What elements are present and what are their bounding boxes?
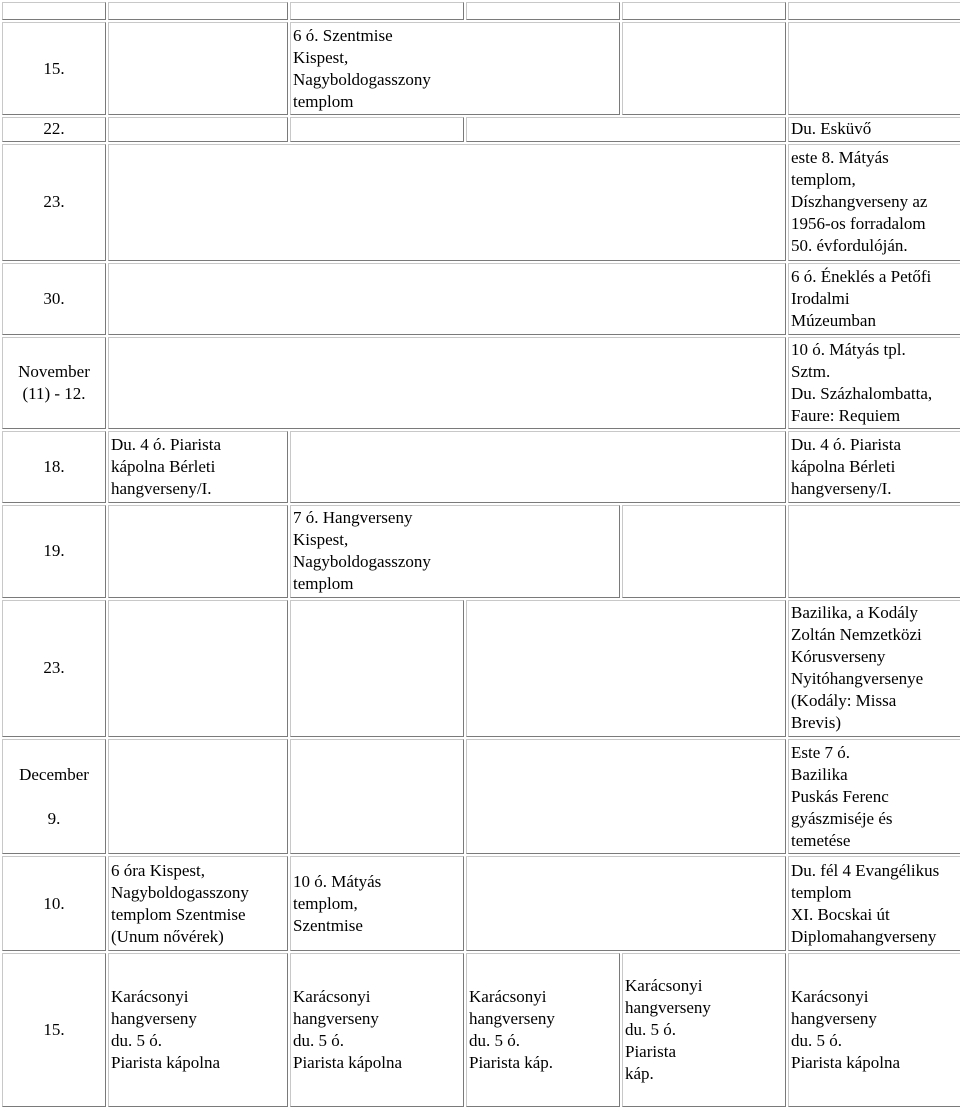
date-cell: November (11) - 12. — [2, 337, 106, 429]
table-row — [2, 431, 960, 503]
date-cell: 18. — [2, 431, 106, 503]
event-cell: 10 ó. Mátyás tpl. Sztm. Du. Százhalombatta, Faure: Requiem — [788, 337, 960, 429]
empty-cell — [466, 2, 620, 20]
event-cell: Du. 4 ó. Piarista kápolna Bérleti hangverseny/I. — [108, 431, 288, 503]
table-row — [2, 600, 960, 738]
table-row — [2, 856, 960, 951]
empty-cell — [108, 600, 288, 738]
empty-cell — [108, 2, 288, 20]
date-cell: 15. — [2, 953, 106, 1107]
empty-cell — [622, 22, 786, 114]
table-row — [2, 117, 960, 142]
event-cell: Karácsonyi hangverseny du. 5 ó. Piarista kápolna — [788, 953, 960, 1107]
date-cell: 10. — [2, 856, 106, 951]
table-row — [2, 263, 960, 335]
event-cell: Du. Esküvő — [788, 117, 960, 142]
empty-cell — [788, 22, 960, 114]
event-cell: Karácsonyi hangverseny du. 5 ó. Piarista kápolna — [290, 953, 464, 1107]
empty-cell — [788, 505, 960, 597]
event-cell: Du. 4 ó. Piarista kápolna Bérleti hangverseny/I. — [788, 431, 960, 503]
table-row — [2, 505, 960, 597]
event-cell: Karácsonyi hangverseny du. 5 ó. Piarista kápolna — [108, 953, 288, 1107]
empty-cell — [466, 856, 786, 951]
empty-cell — [466, 600, 786, 738]
empty-cell — [290, 431, 786, 503]
event-cell: Karácsonyi hangverseny du. 5 ó. Piarista káp. — [622, 953, 786, 1107]
event-cell: Du. fél 4 Evangélikus templom XI. Bocskai út Diplomahangverseny — [788, 856, 960, 951]
empty-cell — [622, 2, 786, 20]
empty-cell — [108, 505, 288, 597]
empty-cell — [108, 263, 786, 335]
date-cell: 19. — [2, 505, 106, 597]
empty-cell — [622, 505, 786, 597]
table-row — [2, 739, 960, 854]
empty-cell — [788, 2, 960, 20]
empty-cell — [2, 2, 106, 20]
table-row — [2, 22, 960, 114]
event-cell: Karácsonyi hangverseny du. 5 ó. Piarista káp. — [466, 953, 620, 1107]
table-row — [2, 953, 960, 1107]
table-row — [2, 337, 960, 429]
table-row — [2, 2, 960, 20]
table-row — [2, 144, 960, 261]
empty-cell — [466, 117, 786, 142]
empty-cell — [290, 600, 464, 738]
event-cell: 6 óra Kispest, Nagyboldogasszony templom Szentmise (Unum nővérek) — [108, 856, 288, 951]
empty-cell — [108, 117, 288, 142]
event-cell: Este 7 ó. Bazilika Puskás Ferenc gyászmiséje és temetése — [788, 739, 960, 854]
event-cell: 7 ó. Hangverseny Kispest, Nagyboldogasszony templom — [290, 505, 620, 597]
date-cell: 30. — [2, 263, 106, 335]
event-cell: Bazilika, a Kodály Zoltán Nemzetközi Kórusverseny Nyitóhangversenye (Kodály: Missa Brevis) — [788, 600, 960, 738]
date-cell: 22. — [2, 117, 106, 142]
event-cell: 6 ó. Szentmise Kispest, Nagyboldogasszony templom — [290, 22, 620, 114]
event-cell: 6 ó. Éneklés a Petőfi Irodalmi Múzeumban — [788, 263, 960, 335]
empty-cell — [108, 22, 288, 114]
empty-cell — [108, 739, 288, 854]
date-cell: 15. — [2, 22, 106, 114]
date-cell: 23. — [2, 144, 106, 261]
empty-cell — [108, 337, 786, 429]
empty-cell — [290, 739, 464, 854]
empty-cell — [108, 144, 786, 261]
date-cell: 23. — [2, 600, 106, 738]
event-cell: este 8. Mátyás templom, Díszhangverseny az 1956-os forradalom 50. évfordulóján. — [788, 144, 960, 261]
empty-cell — [290, 2, 464, 20]
event-cell: 10 ó. Mátyás templom, Szentmise — [290, 856, 464, 951]
empty-cell — [290, 117, 464, 142]
empty-cell — [466, 739, 786, 854]
date-cell: December 9. — [2, 739, 106, 854]
